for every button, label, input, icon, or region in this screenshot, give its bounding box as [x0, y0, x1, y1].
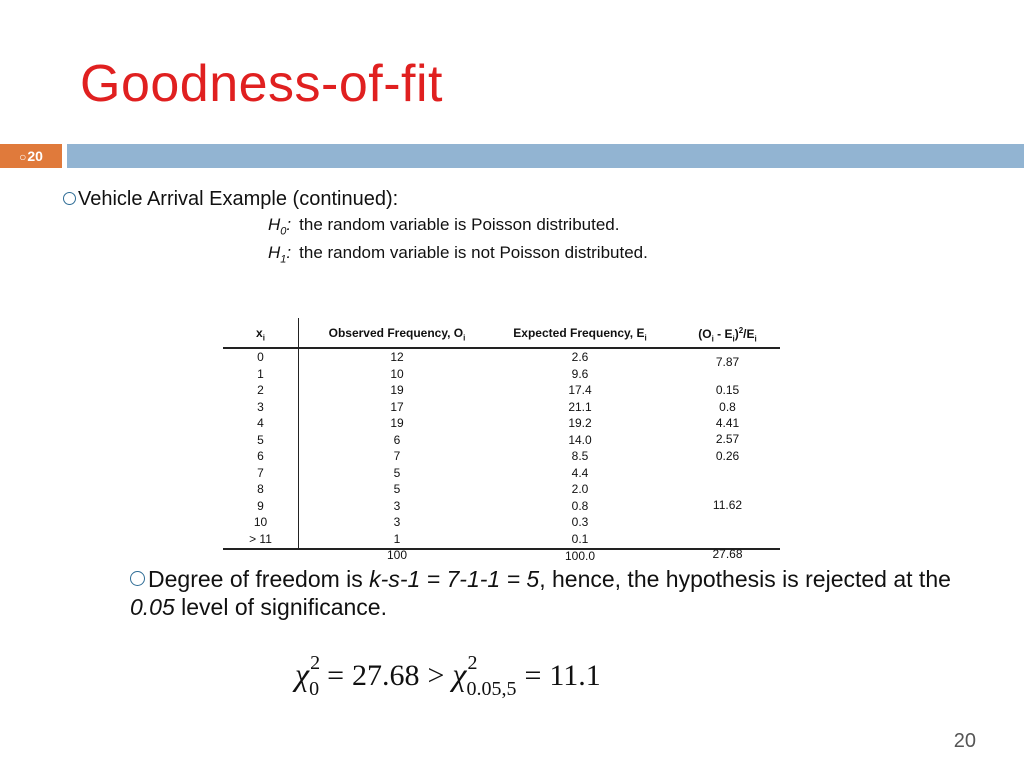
header-expected-sub: i	[644, 333, 647, 343]
header-chi-a: (O	[698, 327, 712, 341]
row-expected: 9.6	[571, 366, 589, 381]
row-x: 2	[257, 383, 264, 397]
header-observed-sub: i	[463, 333, 466, 343]
row-observed: 5	[393, 465, 401, 480]
table-column-rule	[298, 318, 299, 550]
h0-sub: 0	[280, 225, 287, 238]
row-x: 6	[257, 449, 264, 463]
row-expected: 14.0	[568, 432, 592, 447]
hypothesis-h1: $H_1$: the random variable is not Poisson distributed.	[268, 243, 648, 266]
header-xi-text: x	[256, 326, 263, 340]
header-chi-c: )	[734, 327, 739, 341]
total-chi: 27.68	[712, 547, 743, 561]
chi-value-r4: 4.41	[715, 416, 740, 430]
ring-bullet-icon: ○	[19, 150, 27, 164]
row-observed: 3	[393, 515, 401, 529]
ring-bullet-icon	[63, 192, 76, 205]
header-chi-sub-e: i	[732, 334, 735, 344]
eq-sub-1: 0	[309, 678, 320, 700]
h0-label: H	[268, 215, 281, 234]
row-expected: 2.0	[571, 482, 589, 496]
row-observed: 3	[393, 498, 401, 513]
frequency-table	[223, 318, 780, 563]
row-expected: 4.4	[571, 465, 589, 480]
header-band	[67, 144, 1024, 168]
row-x: 9	[257, 498, 264, 513]
degree-formula: k-s-1 = 7-1-1 = 5	[369, 566, 540, 592]
eq-val-2: 11.1	[549, 659, 601, 692]
eq-sup-2: 2	[467, 652, 478, 674]
header-xi-sub: i	[262, 333, 265, 343]
eq-val-1: 27.68	[352, 659, 420, 692]
row-x: 3	[257, 399, 264, 414]
header-chi-b: - E	[713, 327, 733, 341]
header-xi	[223, 326, 298, 342]
chi-value-r6: 0.26	[715, 449, 740, 463]
chi-symbol-2: χ	[452, 656, 467, 692]
row-x: > 11	[249, 531, 272, 546]
row-x: 10	[253, 515, 268, 529]
row-observed: 19	[390, 383, 404, 397]
row-expected: 2.6	[571, 350, 589, 364]
eq-sup-1: 2	[310, 652, 321, 674]
row-expected: 21.1	[568, 399, 592, 414]
chi-symbol-1: χ	[295, 656, 310, 692]
row-observed: 19	[390, 416, 404, 430]
bullet-text: Vehicle Arrival Example (continued):	[78, 188, 399, 210]
total-expected: 100.0	[564, 549, 596, 563]
header-chi-sub-e2: i	[754, 334, 757, 344]
chi-value-r0-1: 7.87	[715, 355, 740, 369]
row-observed: 10	[390, 366, 404, 381]
row-x: 1	[257, 366, 264, 381]
header-chi-sup: 2	[738, 326, 744, 335]
degree-alpha: 0.05	[130, 594, 175, 620]
degree-part3: level of significance.	[174, 594, 387, 620]
row-x: 8	[257, 482, 264, 496]
header-chi-d: /E	[743, 327, 755, 341]
degree-part1: Degree of freedom is	[148, 566, 370, 592]
header-observed	[303, 326, 491, 342]
header-observed-text: Observed Frequency, O	[328, 326, 464, 340]
header-expected-text: Expected Frequency, E	[513, 326, 645, 340]
row-x: 7	[257, 465, 264, 480]
row-expected: 17.4	[568, 383, 592, 397]
row-observed: 17	[390, 399, 404, 414]
eq-equals-1: =	[327, 659, 344, 692]
row-x: 4	[257, 416, 264, 430]
row-expected: 19.2	[568, 416, 592, 430]
h1-sub: 1	[280, 253, 287, 266]
eq-sub-2: 0.05,5	[466, 678, 517, 700]
row-observed: 6	[393, 432, 401, 447]
table-header-rule	[223, 347, 780, 349]
header-chi-square	[675, 326, 780, 343]
header-expected	[485, 326, 675, 342]
bullet-vehicle-arrival	[63, 187, 398, 211]
row-observed: 1	[393, 531, 401, 546]
chi-value-r2: 0.15	[715, 383, 740, 397]
row-x: 0	[257, 350, 264, 364]
header-chi-sub-o: i	[711, 334, 714, 344]
row-observed: 12	[390, 350, 404, 364]
h0-text: the random variable is Poisson distributed.	[299, 215, 620, 234]
row-observed: 7	[393, 449, 401, 463]
page-number: 20	[953, 730, 976, 752]
total-observed: 100	[386, 548, 408, 562]
row-expected: 0.1	[571, 531, 589, 546]
bullet-degree-of-freedom	[130, 565, 980, 621]
row-observed: 5	[393, 482, 401, 496]
row-x: 5	[257, 432, 264, 447]
chi-value-r5: 2.57	[715, 432, 740, 446]
chi-square-equation	[295, 654, 601, 699]
h1-text: the random variable is not Poisson distributed.	[299, 243, 648, 262]
h1-label: H	[268, 243, 281, 262]
row-expected: 0.8	[571, 498, 589, 513]
hypothesis-h0: $H_0$: the random variable is Poisson distributed.	[268, 215, 620, 238]
eq-equals-2: =	[524, 659, 542, 692]
slide-title: Goodness-of-fit	[80, 55, 443, 113]
ring-bullet-icon	[130, 571, 145, 586]
row-expected: 0.3	[571, 515, 589, 529]
chi-value-r3: 0.8	[719, 400, 736, 414]
row-expected: 8.5	[571, 449, 589, 463]
chi-value-r7-11: 11.62	[712, 498, 743, 512]
degree-part2: , hence, the hypothesis is rejected at the	[539, 566, 951, 592]
slide-number-badge-text: 20	[27, 148, 43, 164]
slide-number-badge	[0, 144, 62, 168]
eq-greater: >	[427, 659, 445, 692]
